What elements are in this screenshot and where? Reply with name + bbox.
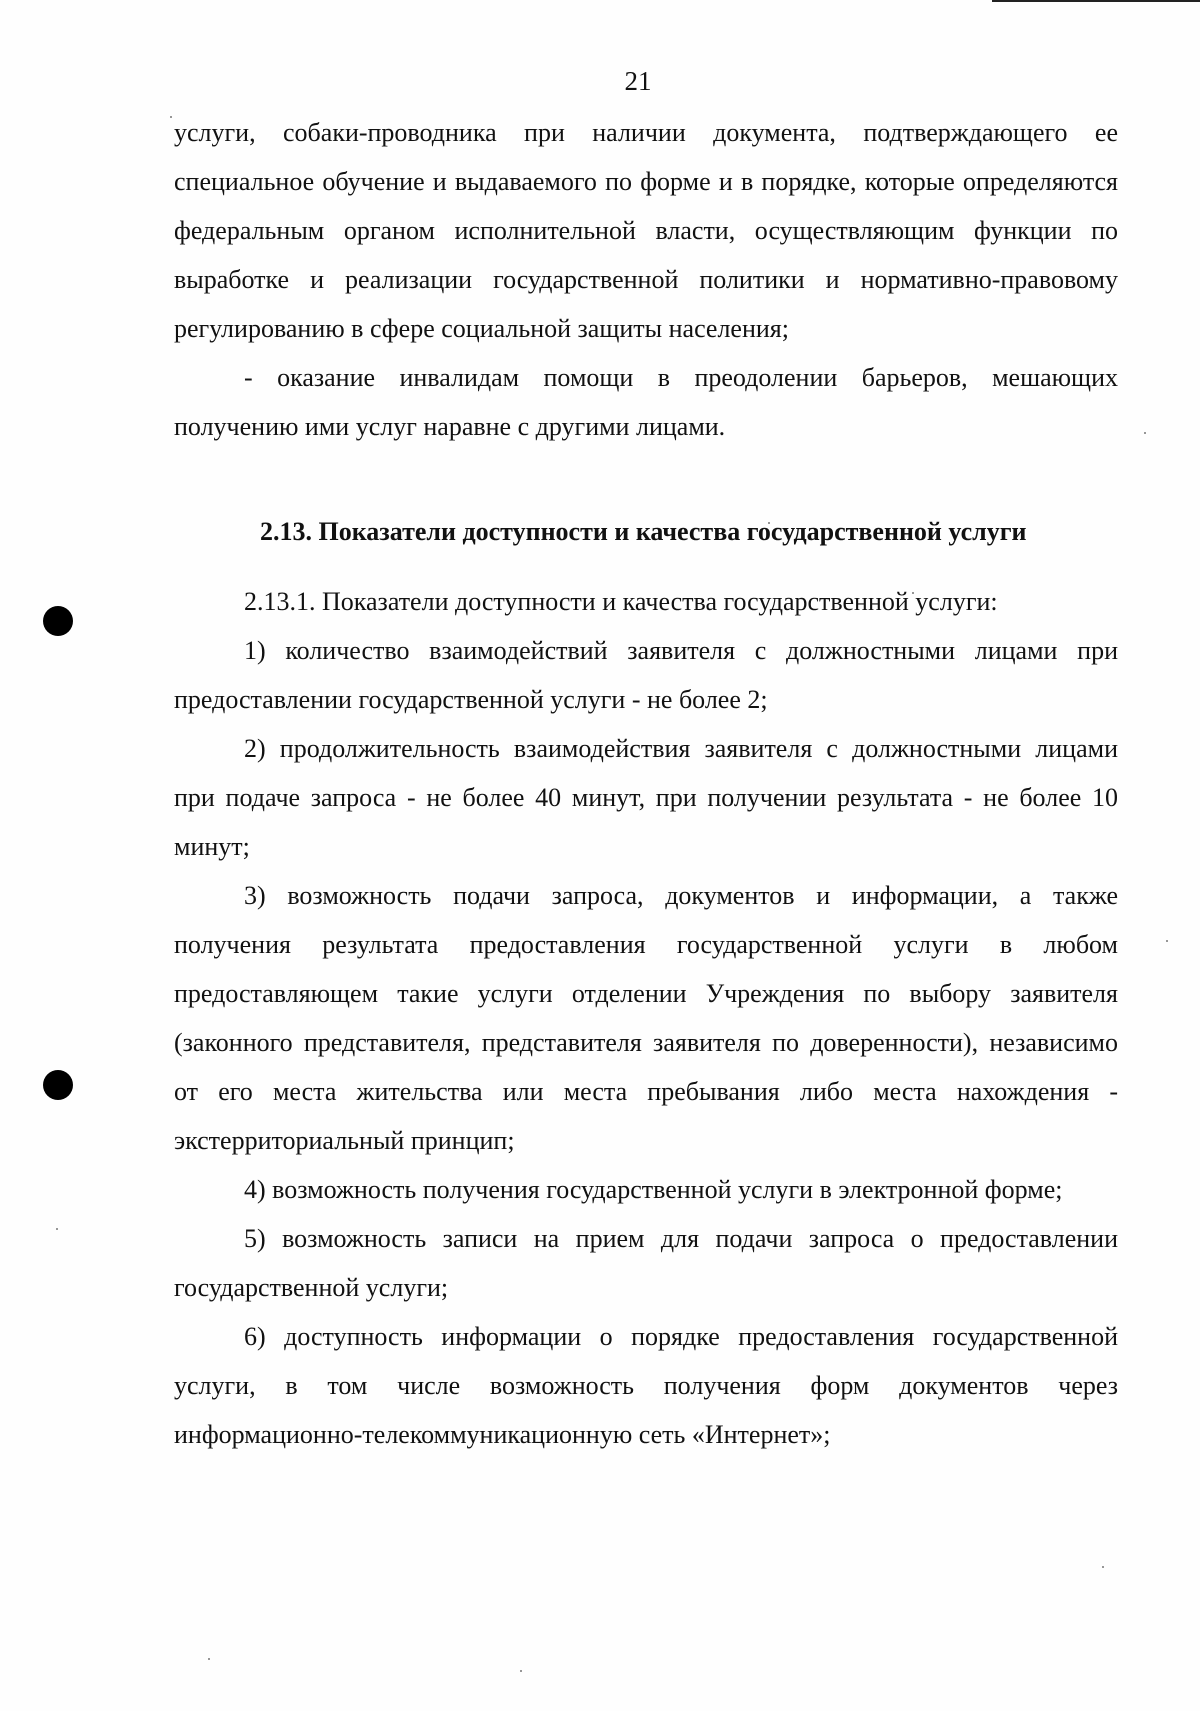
scan-speck [1166,940,1168,942]
paragraph: услуги, собаки-проводника при наличии документа, подтверждающего ее специальное обучение и выдаваемого по форме и в порядке, которые определяются федеральным органом исполнительной власти, осуществляющим функции по выработке и реализации государственной политики и нормативно-правовому регулированию в сфере социальной защиты населения; [174,118,1118,343]
scan-speck [208,1658,210,1660]
section-heading: 2.13. Показатели доступности и качества государственной услуги [260,517,1027,546]
document-body [174,108,1118,1459]
punch-hole-top [43,606,73,636]
top-edge-rule [992,0,1200,2]
scan-speck [1144,432,1146,434]
page-number: 21 [624,66,652,96]
list-item: 2) продолжительность взаимодействия заявителя с должностными лицами при подаче запроса - не более 40 минут, при получении результата - не более 10 минут; [174,734,1118,861]
list-item: 3) возможность подачи запроса, документов и информации, а также получения результата предоставления государственной услуги в любом предоставляющем такие услуги отделении Учреждения по выбору заявителя (законного представителя, представителя заявителя по доверенности), независимо от его места жительства или места пребывания либо места нахождения - экстерриториальный принцип; [174,881,1118,1155]
scan-speck [520,1670,522,1672]
list-item: 6) доступность информации о порядке предоставления государственной услуги, в том числе возможность получения форм документов через информационно-телекоммуникационную сеть «Интернет»; [174,1322,1118,1449]
scan-speck [56,1228,58,1230]
section-spacer [174,556,1118,577]
paragraph: - оказание инвалидам помощи в преодолении барьеров, мешающих получению ими услуг наравне с другими лицами. [174,363,1118,441]
scan-speck [170,116,172,118]
punch-hole-bottom [43,1070,73,1100]
scan-speck [1102,1566,1104,1568]
list-item: 5) возможность записи на прием для подачи запроса о предоставлении государственной услуги; [174,1224,1118,1302]
list-item: 4) возможность получения государственной услуги в электронной форме; [244,1175,1063,1204]
paragraph: 2.13.1. Показатели доступности и качества государственной услуги: [244,587,998,616]
list-item: 1) количество взаимодействий заявителя с должностными лицами при предоставлении государственной услуги - не более 2; [174,636,1118,714]
